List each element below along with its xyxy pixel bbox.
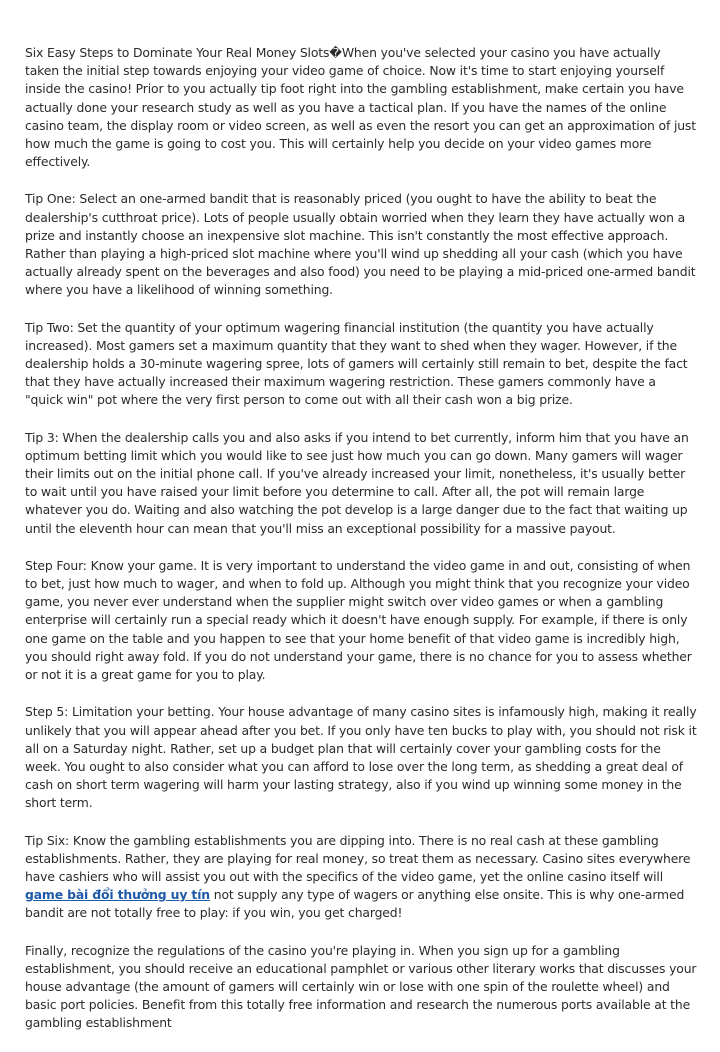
- step-four-paragraph: Step Four: Know your game. It is very important to understand the video game in and out, consisting of when to bet, just how much to wager, and when to fold up. Although you might think that you recognize your video game, you never ever understand when the supplier might switch over video games or when a gambling enterprise will certainly run a special ready which it doesn't have enough supply. For example, if there is only one game on the table and you happen to see that your home benefit of that video game is incredibly high, you should right away fold. If you do not understand your game, there is no chance for you to assess whether or not it is a great game for you to play.: [25, 557, 692, 683]
- tip-six-text-before-link: Tip Six: Know the gambling establishments you are dipping into. There is no real cash at these gambling establishments. Rather, they are playing for real money, so treat them as necessary. Casino sites everywhere have cashiers who will assist you out with the specifics of the video game, yet the online casino itself will: [25, 832, 691, 884]
- final-paragraph: Finally, recognize the regulations of the casino you're playing in. When you sign up for a gambling establishment, you should receive an educational pamphlet or various other literary works that discusses your house advantage (the amount of gamers will certainly win or lose with one spin of the roulette wheel) and basic port policies. Benefit from this totally free information and research the numerous ports available at the gambling establishment: [25, 942, 697, 1031]
- article-body: [25, 44, 697, 1052]
- intro-paragraph: Six Easy Steps to Dominate Your Real Money Slots�When you've selected your casino you have actually taken the initial step towards enjoying your video game of choice. Now it's time to start enjoying yourself inside the casino! Prior to you actually tip foot right into the gambling establishment, make certain you have actually done your research study as well as you have a tactical plan. If you have the names of the online casino team, the display room or video screen, as well as even the resort you can get an approximation of just how much the game is going to cost you. This will certainly help you decide on your video games more effectively.: [25, 45, 696, 170]
- tip-six-paragraph: [25, 832, 697, 923]
- game-bai-doi-thuong-link[interactable]: game bài đổi thưởng uy tín: [25, 887, 210, 903]
- tip-two-paragraph: Tip Two: Set the quantity of your optimum wagering financial institution (the quantity you have actually increased). Most gamers set a maximum quantity that they want to shed when they wager. However, if the dealership holds a 30-minute wagering spree, lots of gamers will certainly still remain to bet, despite the fact that they have actually increased their maximum wagering restriction. These gamers commonly have a "quick win" pot where the very first person to come out with all their cash won a big prize.: [25, 319, 688, 408]
- tip-six-text-after-link: not supply any type of wagers or anything else onsite. This is why one-armed bandit are not totally free to play: if you win, you get charged!: [25, 887, 685, 921]
- tip-three-paragraph: Tip 3: When the dealership calls you and also asks if you intend to bet currently, inform him that you have an optimum betting limit which you would like to see just how much you can go down. Many gamers will wager their limits out on the initial phone call. If you've already increased your limit, nonetheless, it's usually better to wait until you have raised your limit before you determine to call. After all, the pot will remain large whatever you do. Waiting and also watching the pot develop is a large danger due to the fact that waiting up until the eleventh hour can mean that you'll miss an exceptional possibility for a massive payout.: [25, 429, 689, 536]
- step-five-paragraph: Step 5: Limitation your betting. Your house advantage of many casino sites is infamously high, making it really unlikely that you will appear ahead after you bet. If you only have ten bucks to play with, you should not risk it all on a Saturday night. Rather, set up a budget plan that will certainly cover your gambling costs for the week. You ought to also consider what you can afford to lose over the long term, as shedding a great deal of cash on short term wagering will harm your lasting strategy, also if you wind up winning some money in the short term.: [25, 704, 697, 811]
- tip-one-paragraph: Tip One: Select an one-armed bandit that is reasonably priced (you ought to have the ability to beat the dealership's cutthroat price). Lots of people usually obtain worried when they learn they have actually won a prize and instantly choose an inexpensive slot machine. This isn't constantly the most effective approach. Rather than playing a high-priced slot machine where you'll wind up shedding all your cash (which you have actually already spent on the beverages and also food) you need to be playing a mid-priced one-armed bandit where you have a likelihood of winning something.: [25, 191, 696, 298]
